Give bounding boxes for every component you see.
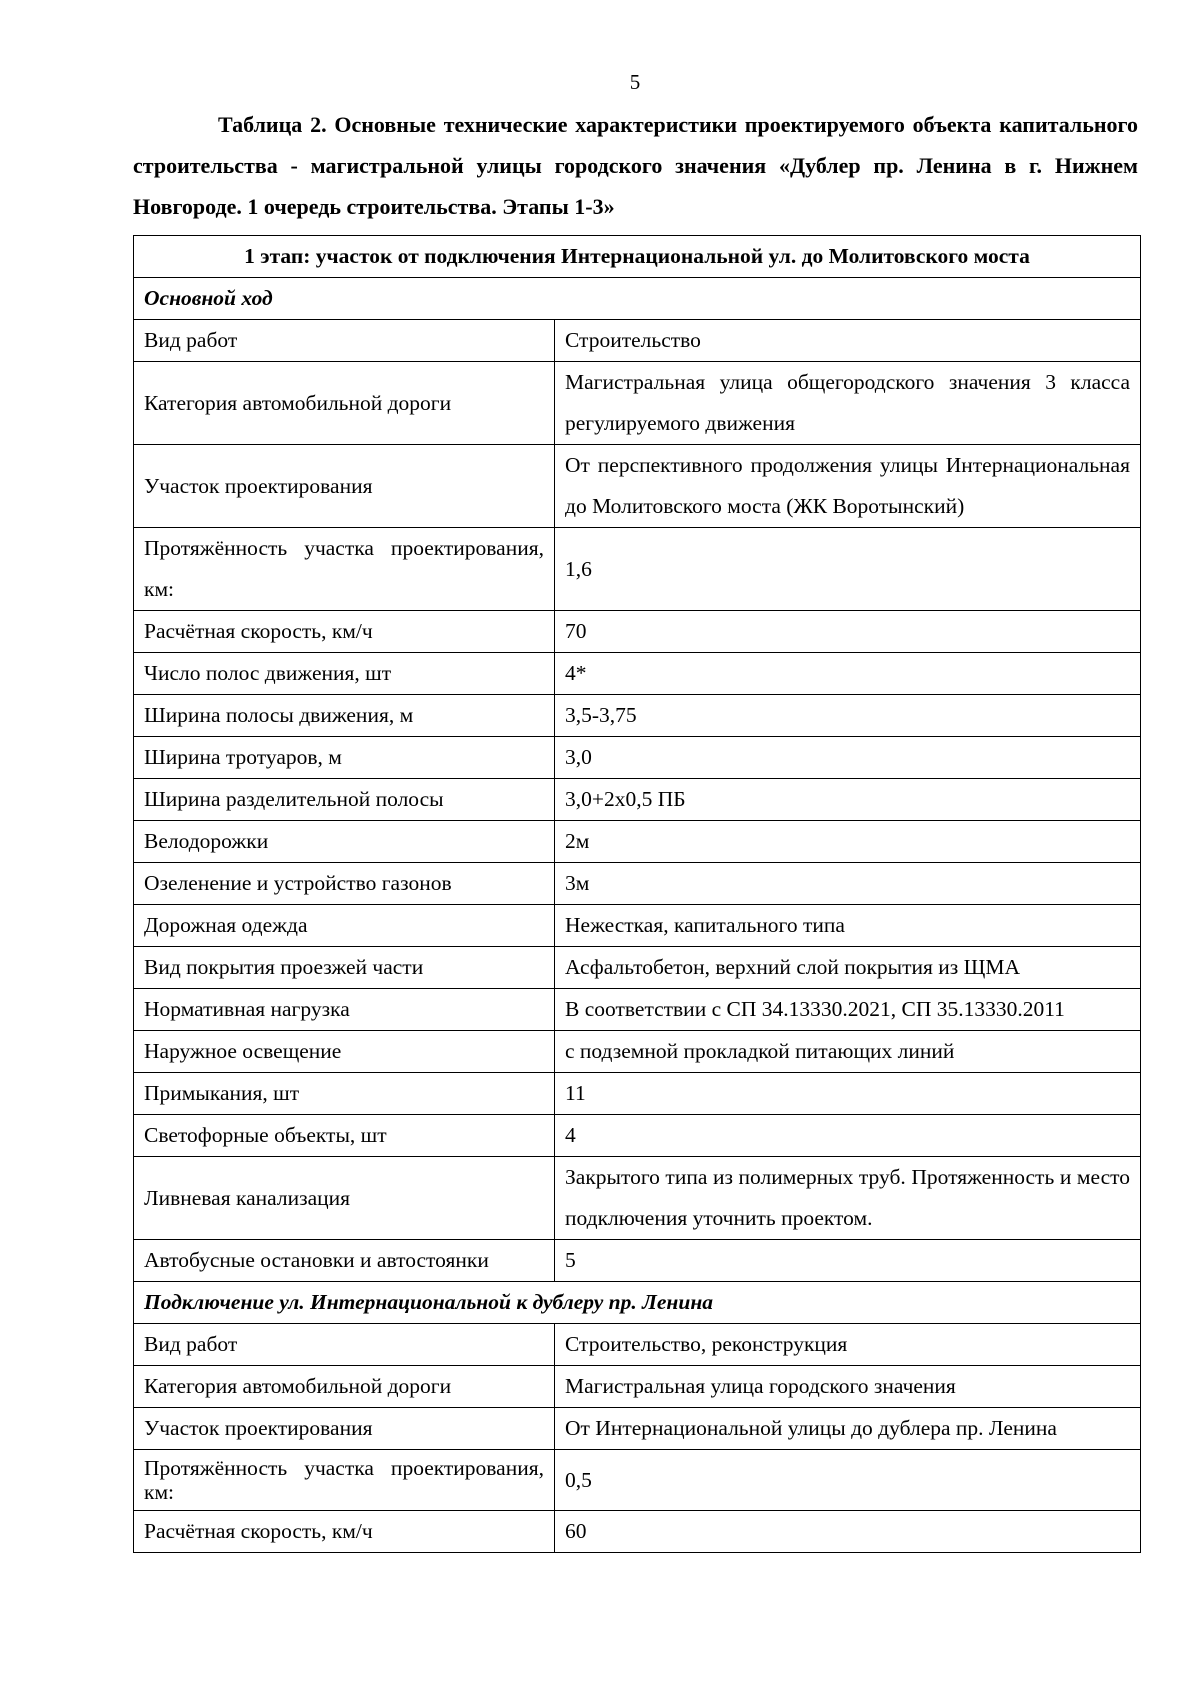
param-label: Светофорные объекты, шт — [134, 1115, 555, 1157]
table-row — [134, 1073, 1141, 1115]
table-row — [134, 1366, 1141, 1408]
param-label: Дорожная одежда — [134, 905, 555, 947]
param-label: Категория автомобильной дороги — [134, 362, 555, 445]
param-value: От перспективного продолжения улицы Интернациональная до Молитовского моста (ЖК Воротынский) — [555, 445, 1141, 528]
param-value: 3м — [555, 863, 1141, 905]
param-value: Строительство, реконструкция — [555, 1324, 1141, 1366]
stage-header-row — [134, 236, 1141, 278]
param-label: Вид работ — [134, 1324, 555, 1366]
param-label: Участок проектирования — [134, 1408, 555, 1450]
param-value: 70 — [555, 611, 1141, 653]
stage-header: 1 этап: участок от подключения Интернациональной ул. до Молитовского моста — [134, 236, 1141, 278]
param-label: Вид работ — [134, 320, 555, 362]
param-value: 11 — [555, 1073, 1141, 1115]
param-label: Ширина разделительной полосы — [134, 779, 555, 821]
table-row — [134, 611, 1141, 653]
param-label: Участок проектирования — [134, 445, 555, 528]
param-value: 2м — [555, 821, 1141, 863]
table-row — [134, 1324, 1141, 1366]
table-row — [134, 905, 1141, 947]
param-value: с подземной прокладкой питающих линий — [555, 1031, 1141, 1073]
section-title-connection: Подключение ул. Интернациональной к дублеру пр. Ленина — [134, 1282, 1141, 1324]
param-value: 3,0 — [555, 737, 1141, 779]
param-label: Протяжённость участка проектирования, км: — [134, 1450, 555, 1511]
param-value: 4 — [555, 1115, 1141, 1157]
param-value: 1,6 — [555, 528, 1141, 611]
table-row — [134, 737, 1141, 779]
table-row — [134, 1511, 1141, 1553]
param-label: Протяжённость участка проектирования, км: — [134, 528, 555, 611]
table-row — [134, 989, 1141, 1031]
section-header-row — [134, 278, 1141, 320]
param-value: 3,0+2х0,5 ПБ — [555, 779, 1141, 821]
table-row — [134, 320, 1141, 362]
table-row — [134, 1157, 1141, 1240]
param-label: Число полос движения, шт — [134, 653, 555, 695]
param-value: 5 — [555, 1240, 1141, 1282]
section-title-main-route: Основной ход — [134, 278, 1141, 320]
param-label: Ливневая канализация — [134, 1157, 555, 1240]
technical-specs-table — [133, 235, 1141, 1553]
table-row — [134, 695, 1141, 737]
param-value: От Интернациональной улицы до дублера пр. Ленина — [555, 1408, 1141, 1450]
table-row — [134, 779, 1141, 821]
table-row — [134, 362, 1141, 445]
param-value: 4* — [555, 653, 1141, 695]
param-value: Строительство — [555, 320, 1141, 362]
param-value: Нежесткая, капитального типа — [555, 905, 1141, 947]
param-value: Магистральная улица общегородского значения 3 класса регулируемого движения — [555, 362, 1141, 445]
table-row — [134, 863, 1141, 905]
param-label: Велодорожки — [134, 821, 555, 863]
param-label: Ширина полосы движения, м — [134, 695, 555, 737]
page-number: 5 — [629, 70, 641, 94]
param-value: Асфальтобетон, верхний слой покрытия из ЩМА — [555, 947, 1141, 989]
param-label: Автобусные остановки и автостоянки — [134, 1240, 555, 1282]
param-label: Расчётная скорость, км/ч — [134, 1511, 555, 1553]
table-row — [134, 1408, 1141, 1450]
table-row — [134, 1115, 1141, 1157]
param-label: Нормативная нагрузка — [134, 989, 555, 1031]
table-row — [134, 528, 1141, 611]
param-label: Наружное освещение — [134, 1031, 555, 1073]
param-label: Расчётная скорость, км/ч — [134, 611, 555, 653]
param-value: Закрытого типа из полимерных труб. Протяженность и место подключения уточнить проектом. — [555, 1157, 1141, 1240]
table-row — [134, 445, 1141, 528]
table-row — [134, 1450, 1141, 1511]
table-row — [134, 653, 1141, 695]
param-label: Примыкания, шт — [134, 1073, 555, 1115]
table-caption: Таблица 2. Основные технические характеристики проектируемого объекта капитального строительства - магистральной улицы городского значения «Дублер пр. Ленина в г. Нижнем Новгороде. 1 очередь строительства. Этапы 1-3» — [133, 112, 1138, 219]
param-label: Озеленение и устройство газонов — [134, 863, 555, 905]
param-label: Вид покрытия проезжей части — [134, 947, 555, 989]
table-row — [134, 947, 1141, 989]
table-row — [134, 1240, 1141, 1282]
param-value: Магистральная улица городского значения — [555, 1366, 1141, 1408]
param-value: 3,5-3,75 — [555, 695, 1141, 737]
section-header-row — [134, 1282, 1141, 1324]
table-row — [134, 821, 1141, 863]
param-label: Ширина тротуаров, м — [134, 737, 555, 779]
param-value: 0,5 — [555, 1450, 1141, 1511]
param-value: 60 — [555, 1511, 1141, 1553]
param-value: В соответствии с СП 34.13330.2021, СП 35.13330.2011 — [555, 989, 1141, 1031]
param-label: Категория автомобильной дороги — [134, 1366, 555, 1408]
table-row — [134, 1031, 1141, 1073]
